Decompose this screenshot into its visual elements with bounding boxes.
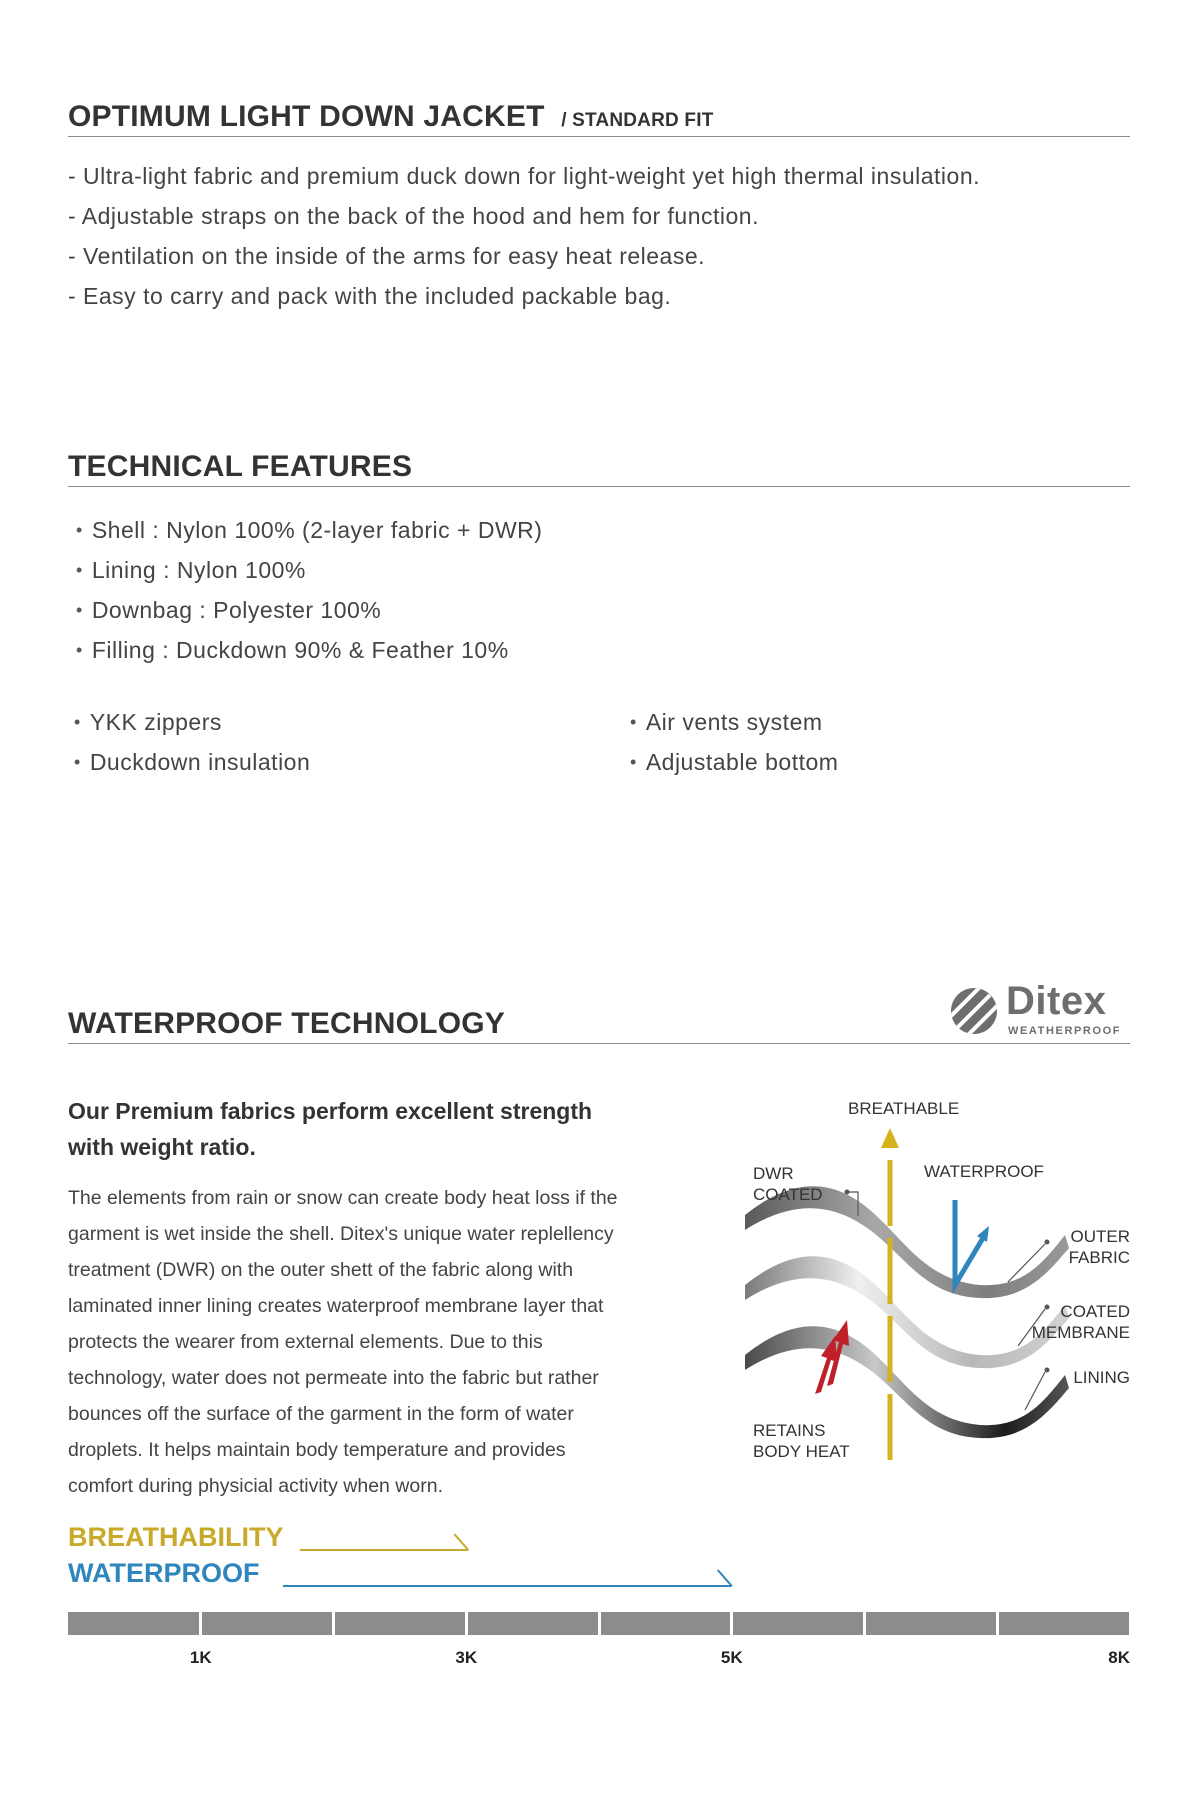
product-title-bar <box>68 100 1130 137</box>
waterproof-label: WATERPROOF <box>924 1162 1044 1181</box>
coated-label-line: COATED <box>1060 1302 1130 1321</box>
body-line: garment is wet inside the shell. Ditex's unique water replellency <box>68 1223 614 1245</box>
body-line: bounces off the surface of the garment in the form of water <box>68 1403 574 1425</box>
waterproof-rating-label: WATERPROOF <box>68 1558 260 1588</box>
outer-label-line: FABRIC <box>1068 1248 1130 1267</box>
scale-segment <box>999 1612 1129 1635</box>
features-list-right <box>630 702 838 782</box>
scale-segment <box>601 1612 731 1635</box>
description-item: - Ultra-light fabric and premium duck down for light-weight yet high thermal insulation. <box>68 163 981 189</box>
body-line: laminated inner lining creates waterproof membrane layer that <box>68 1295 604 1317</box>
breathability-label: BREATHABILITY <box>68 1522 284 1552</box>
retains-body-heat-label <box>753 1420 850 1462</box>
ditex-logo <box>950 979 1135 1039</box>
body-line: treatment (DWR) on the outer shett of the fabric along with <box>68 1259 574 1281</box>
technical-features-title <box>68 450 1130 487</box>
rating-arrows <box>0 1520 1200 1600</box>
outer-label-line: OUTER <box>1070 1227 1130 1246</box>
product-description-list <box>68 156 980 316</box>
dwr-label-line: DWR <box>753 1164 794 1183</box>
material-item: • Filling : Duckdown 90% & Feather 10% <box>76 630 542 670</box>
body-line: protects the wearer from external elements. Due to this <box>68 1331 543 1353</box>
body-line: comfort during physicial activity when worn. <box>68 1475 443 1497</box>
lead-text <box>68 1093 708 1165</box>
description-item: - Adjustable straps on the back of the hood and hem for function. <box>68 203 759 229</box>
scale-label-3k: 3K <box>455 1648 478 1667</box>
rating-scale-bar <box>68 1612 1130 1635</box>
feature-item: • Duckdown insulation <box>74 742 310 782</box>
body-line: The elements from rain or snow can create body heat loss if the <box>68 1187 618 1209</box>
lead-line: with weight ratio. <box>68 1134 256 1160</box>
fit-label: / STANDARD FIT <box>561 110 714 131</box>
coated-membrane-label <box>1020 1301 1130 1343</box>
lead-line: Our Premium fabrics perform excellent strength <box>68 1098 593 1124</box>
materials-list <box>76 510 542 670</box>
dwr-label-line: COATED <box>753 1185 823 1204</box>
waterproof-arrow-icon <box>955 1200 989 1285</box>
body-line: technology, water does not permeate into the fabric but rather <box>68 1367 599 1389</box>
waterproof-description <box>68 1180 708 1504</box>
scale-segment <box>866 1612 996 1635</box>
waterproof-arrow <box>283 1570 732 1586</box>
material-item: • Shell : Nylon 100% (2-layer fabric + DWR) <box>76 510 542 550</box>
retains-label-line: BODY HEAT <box>753 1442 850 1461</box>
retains-label-line: RETAINS <box>753 1421 826 1440</box>
feature-item: • Air vents system <box>630 702 838 742</box>
scale-segment <box>68 1612 199 1635</box>
scale-label-1k: 1K <box>189 1648 212 1667</box>
description-item: - Ventilation on the inside of the arms for easy heat release. <box>68 243 706 269</box>
coated-label-line: MEMBRANE <box>1031 1323 1130 1342</box>
dwr-coated-label <box>753 1163 823 1205</box>
ditex-brand-name: Ditex <box>1006 979 1107 1023</box>
section-title: WATERPROOF TECHNOLOGY <box>68 1007 505 1040</box>
breathability-arrow <box>300 1534 468 1550</box>
section-title: TECHNICAL FEATURES <box>68 450 413 483</box>
feature-item: • Adjustable bottom <box>630 742 838 782</box>
features-list-left <box>74 702 310 782</box>
outer-fabric-label <box>1030 1226 1130 1268</box>
body-line: droplets. It helps maintain body temperature and provides <box>68 1439 566 1461</box>
lining-label: LINING <box>1073 1368 1130 1387</box>
feature-item: • YKK zippers <box>74 702 310 742</box>
material-item: • Lining : Nylon 100% <box>76 550 542 590</box>
scale-segment <box>468 1612 598 1635</box>
scale-segment <box>335 1612 465 1635</box>
description-item: - Easy to carry and pack with the included packable bag. <box>68 283 672 309</box>
scale-segment <box>202 1612 332 1635</box>
scale-label-8k: 8K <box>1108 1648 1130 1667</box>
ditex-logo-mark-icon <box>950 987 998 1035</box>
scale-label-5k: 5K <box>720 1648 743 1667</box>
product-title: OPTIMUM LIGHT DOWN JACKET <box>68 100 545 133</box>
scale-segment <box>733 1612 863 1635</box>
ditex-tagline: WEATHERPROOF <box>1008 1025 1122 1037</box>
breathable-label: BREATHABLE <box>848 1099 960 1118</box>
material-item: • Downbag : Polyester 100% <box>76 590 542 630</box>
